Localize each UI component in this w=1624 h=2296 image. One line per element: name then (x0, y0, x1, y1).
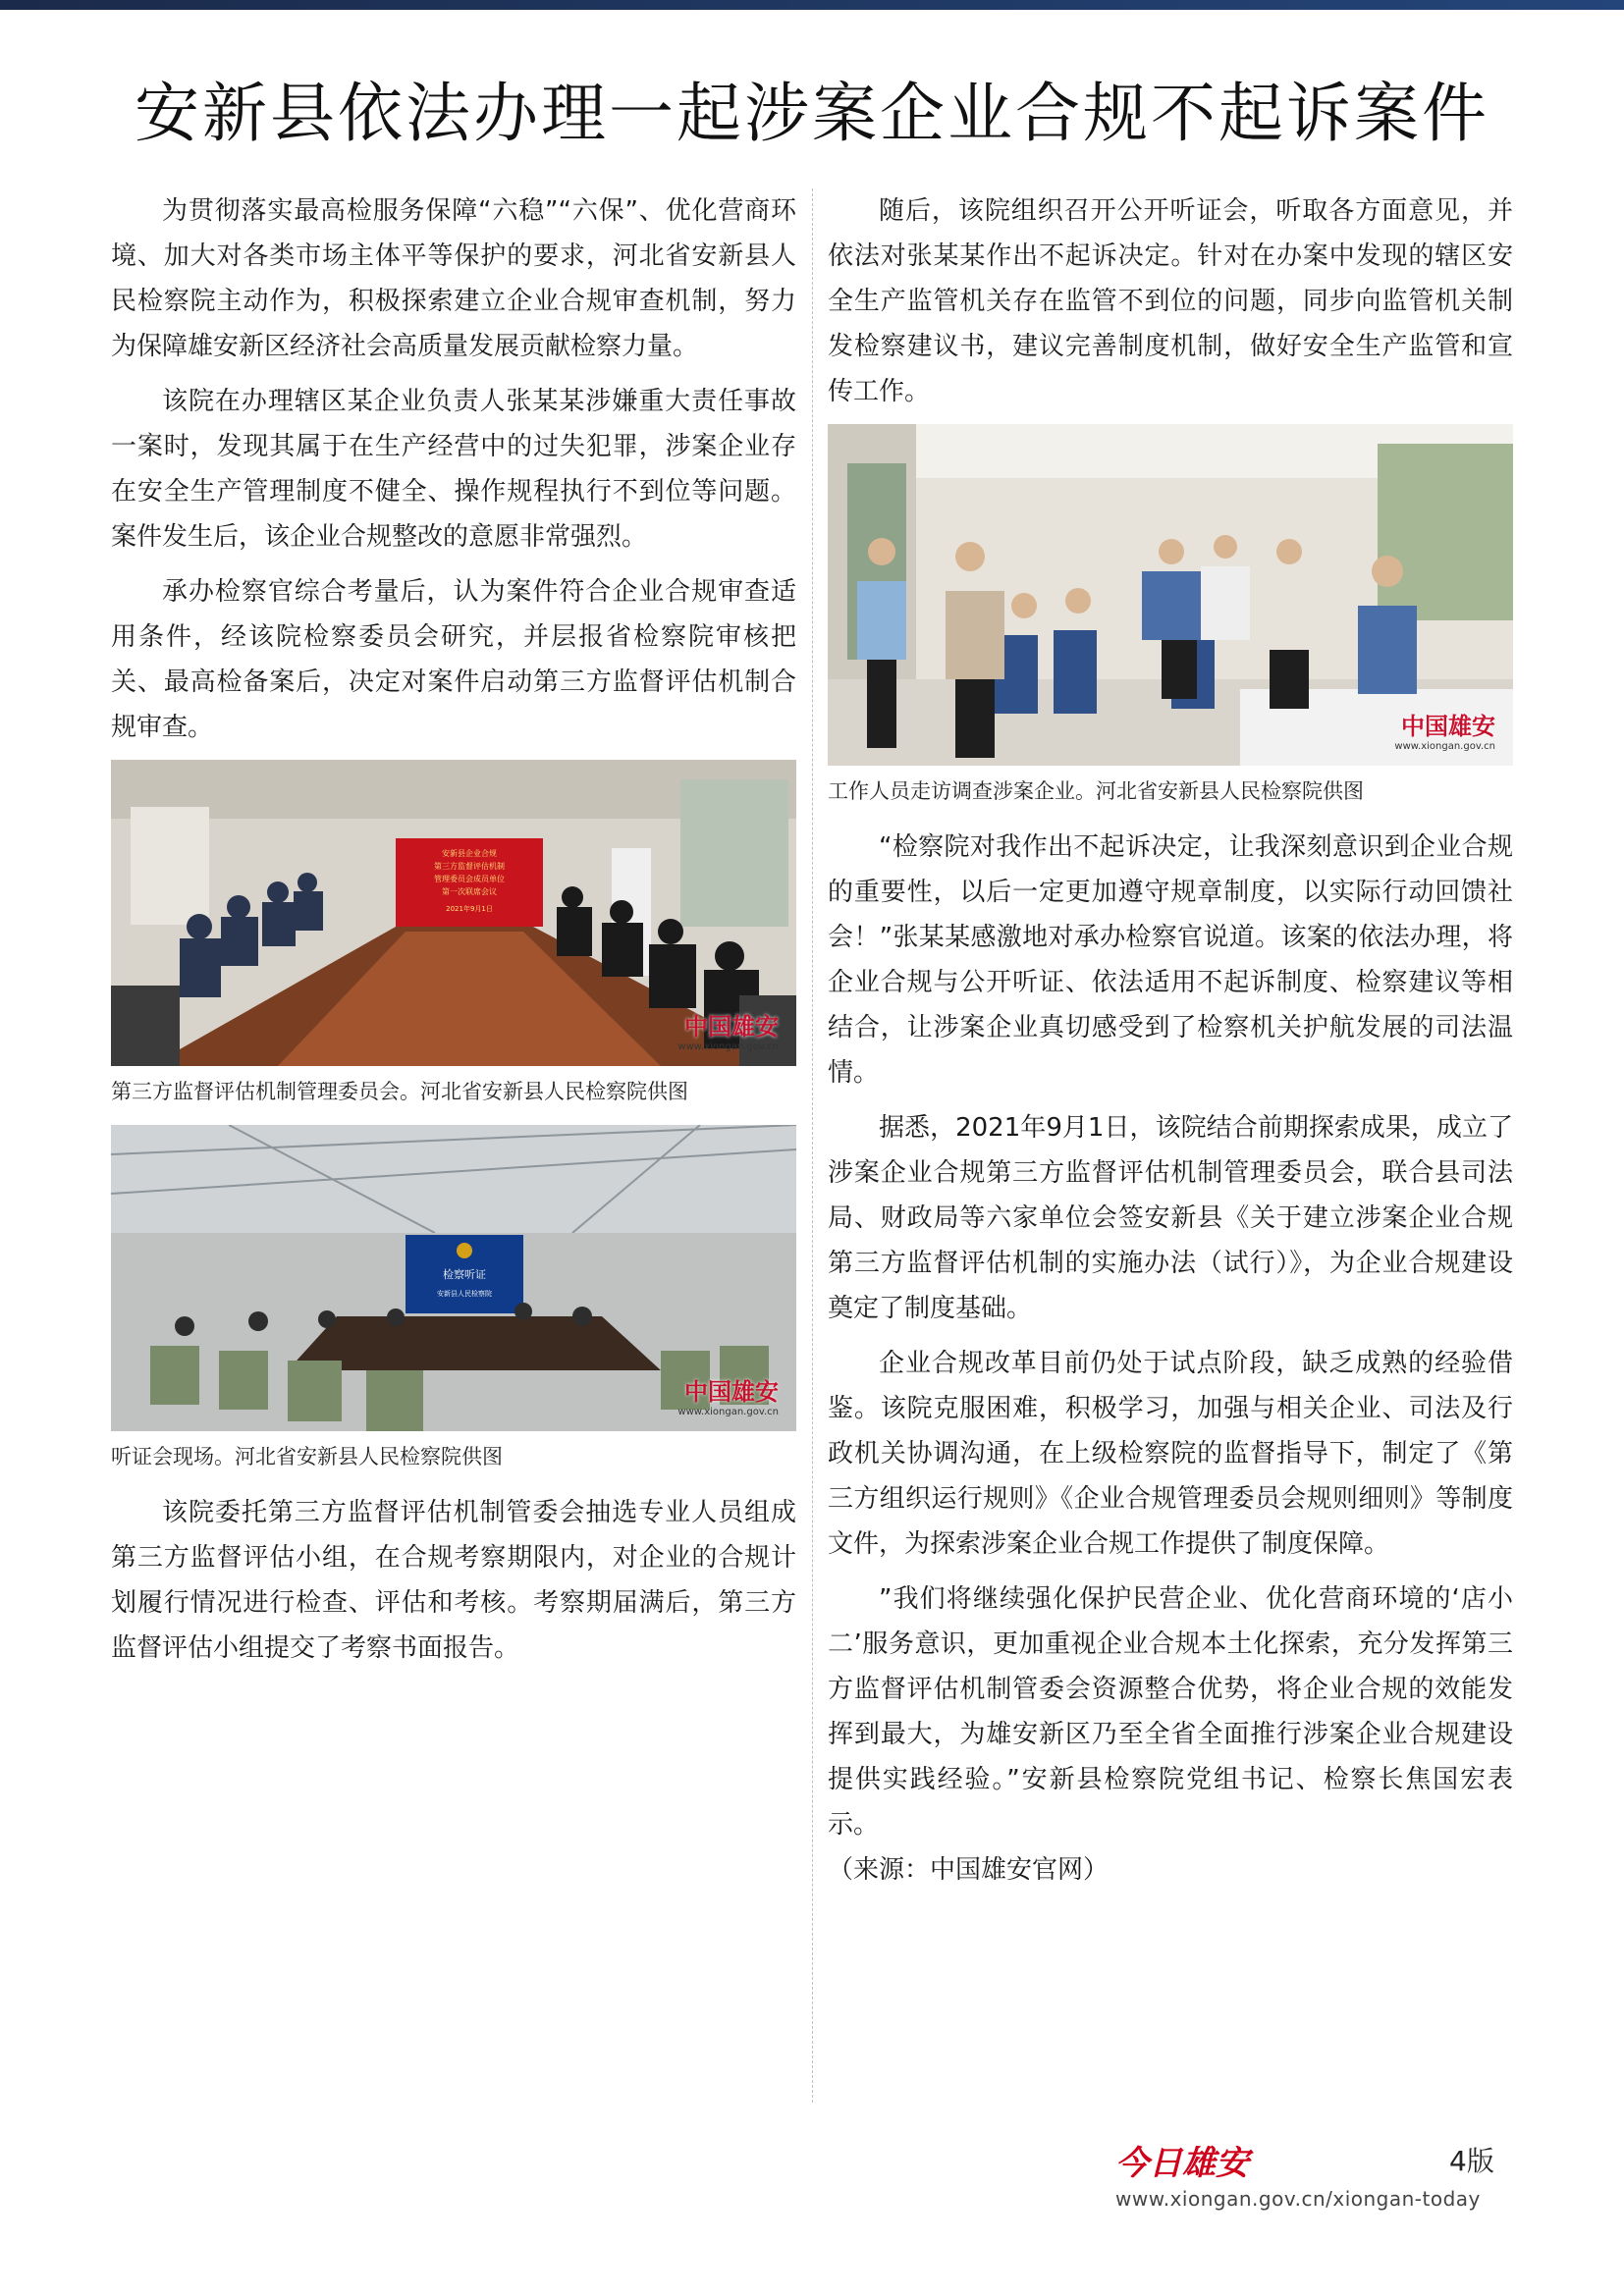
watermark-logo: 中国雄安 (1401, 712, 1495, 740)
paragraph: 据悉，2021年9月1日，该院结合前期探索成果，成立了涉案企业合规第三方监督评估机制管理委员会，联合县司法局、财政局等六家单位会签安新县《关于建立涉案企业合规第三方监督评估机制的实施办法（试行）》，为企业合规建设奠定了制度基础。 (828, 1113, 1513, 1323)
photo-caption: 第三方监督评估机制管理委员会。河北省安新县人民检察院供图 (111, 1080, 688, 1103)
right-column (828, 188, 1513, 1902)
screen-title: 检察听证 (443, 1268, 486, 1281)
paragraph: 为贯彻落实最高检服务保障“六稳”“六保”、优化营商环境、加大对各类市场主体平等保护的要求，河北省安新县人民检察院主动作为，积极探索建立企业合规审查机制，努力为保障雄安新区经济社会高质量发展贡献检察力量。 (111, 196, 796, 361)
banner-line: 安新县企业合规 (442, 849, 497, 858)
article-source: （来源：中国雄安官网） (828, 1855, 1110, 1885)
footer-brand-logo: 今日雄安 (1115, 2144, 1249, 2183)
paragraph: 该院委托第三方监督评估机制管委会抽选专业人员组成第三方监督评估小组，在合规考察期限内，对企业的合规计划履行情况进行检查、评估和考核。考察期届满后，第三方监督评估小组提交了考察书面报告。 (111, 1498, 796, 1663)
banner-line: 管理委员会成员单位 (434, 875, 505, 883)
article-title: 安新县依法办理一起涉案企业合规不起诉案件 (135, 76, 1489, 151)
watermark-url: www.xiongan.gov.cn (1394, 741, 1495, 752)
watermark-logo: 中国雄安 (684, 1377, 779, 1406)
watermark-url: www.xiongan.gov.cn (677, 1041, 779, 1052)
page-number: 4版 (1449, 2145, 1494, 2177)
screen-subtitle: 安新县人民检察院 (437, 1290, 492, 1298)
paragraph: “检察院对我作出不起诉决定，让我深刻意识到企业合规的重要性，以后一定更加遵守规章制度，以实际行动回馈社会！”张某某感激地对承办检察官说道。该案的依法办理，将企业合规与公开听证、依法适用不起诉制度、检察建议等相结合，让涉案企业真切感受到了检察机关护航发展的司法温情。 (828, 832, 1513, 1088)
watermark (677, 1372, 779, 1417)
column-divider (812, 188, 813, 2103)
watermark (1394, 707, 1495, 752)
watermark (677, 1007, 779, 1052)
banner-line: 第一次联席会议 (442, 887, 497, 896)
watermark-logo: 中国雄安 (684, 1012, 779, 1041)
paragraph: ”我们将继续强化保护民营企业、优化营商环境的‘店小二’服务意识，更加重视企业合规本土化探索，充分发挥第三方监督评估机制管委会资源整合优势，将企业合规的效能发挥到最大，为雄安新区乃至全省全面推行涉案企业合规建设提供实践经验。”安新县检察院党组书记、检察长焦国宏表示。 (828, 1584, 1513, 1840)
photo-hearing (111, 1125, 796, 1431)
paragraph: 承办检察官综合考量后，认为案件符合企业合规审查适用条件，经该院检察委员会研究，并层报省检察院审核把关、最高检备案后，决定对案件启动第三方监督评估机制合规审查。 (111, 577, 796, 742)
paragraph: 随后，该院组织召开公开听证会，听取各方面意见，并依法对张某某作出不起诉决定。针对在办案中发现的辖区安全生产监管机关存在监管不到位的问题，同步向监管机关制发检察建议书，建议完善制度机制，做好安全生产监管和宣传工作。 (828, 196, 1513, 406)
footer-url: www.xiongan.gov.cn/xiongan-today (1115, 2187, 1481, 2211)
banner-line: 第三方监督评估机制 (434, 862, 505, 871)
photo-caption: 听证会现场。河北省安新县人民检察院供图 (111, 1445, 503, 1468)
photo-caption: 工作人员走访调查涉案企业。河北省安新县人民检察院供图 (828, 779, 1364, 803)
top-bar (0, 0, 1624, 10)
watermark-url: www.xiongan.gov.cn (677, 1407, 779, 1417)
paragraph: 该院在办理辖区某企业负责人张某某涉嫌重大责任事故一案时，发现其属于在生产经营中的过失犯罪，涉案企业存在安全生产管理制度不健全、操作规程执行不到位等问题。案件发生后，该企业合规整改的意愿非常强烈。 (111, 387, 796, 552)
banner-line: 2021年9月1日 (446, 905, 493, 913)
paragraph: 企业合规改革目前仍处于试点阶段，缺乏成熟的经验借鉴。该院克服困难，积极学习，加强与相关企业、司法及行政机关协调沟通，在上级检察院的监督指导下，制定了《第三方组织运行规则》《企业合规管理委员会规则细则》等制度文件，为探索涉案企业合规工作提供了制度保障。 (828, 1349, 1513, 1559)
photo-meeting (111, 760, 796, 1066)
left-column (111, 188, 796, 1681)
photo-visit (828, 424, 1513, 766)
